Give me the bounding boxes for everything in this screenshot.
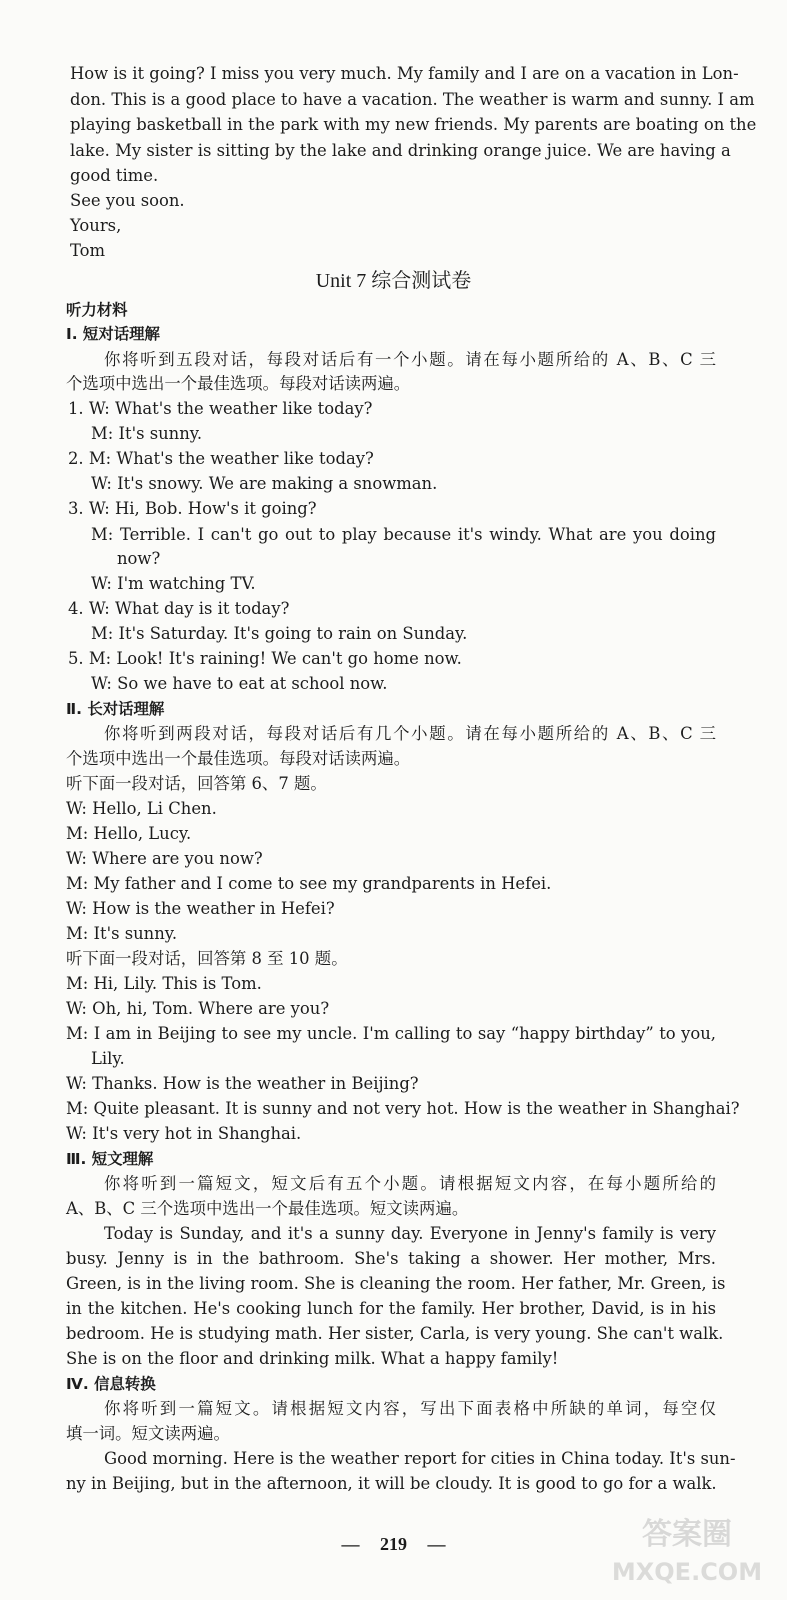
dialogue-line: W: So we have to eat at school now. bbox=[91, 674, 388, 693]
instruction-line: 你将听到一篇短文。请根据短文内容，写出下面表格中所缺的单词，每空仅 bbox=[104, 1399, 716, 1418]
passage-line: She is on the floor and drinking milk. What a happy family! bbox=[66, 1349, 559, 1368]
dialogue-line: W: Hello, Li Chen. bbox=[66, 799, 217, 818]
passage-line: bedroom. He is studying math. Her sister, Carla, is very young. She can't walk. bbox=[66, 1324, 724, 1343]
dialogue-line: W: Oh, hi, Tom. Where are you? bbox=[66, 999, 330, 1018]
letter-signoff: Yours, bbox=[70, 216, 122, 235]
letter-signature: Tom bbox=[70, 241, 106, 260]
dialogue-prompt: 听下面一段对话，回答第 6、7 题。 bbox=[66, 774, 327, 793]
dialogue-line: 2. M: What's the weather like today? bbox=[68, 449, 374, 468]
dialogue-line: W: Where are you now? bbox=[66, 849, 263, 868]
dialogue-line: now? bbox=[117, 549, 161, 568]
dialogue-line: M: Hi, Lily. This is Tom. bbox=[66, 974, 262, 993]
letter-line: How is it going? I miss you very much. My family and I are on a vacation in Lon- bbox=[70, 64, 739, 83]
letter-closing: See you soon. bbox=[70, 191, 185, 210]
instruction-line: 填一词。短文读两遍。 bbox=[66, 1424, 230, 1443]
dialogue-line: M: It's Saturday. It's going to rain on Sunday. bbox=[91, 624, 468, 643]
dialogue-line: 4. W: What day is it today? bbox=[68, 599, 290, 618]
letter-line: playing basketball in the park with my new friends. My parents are boating on the bbox=[70, 115, 757, 134]
section-heading: Ⅲ. 短文理解 bbox=[66, 1150, 154, 1168]
dialogue-line: M: Terrible. I can't go out to play because it's windy. What are you doing bbox=[91, 525, 716, 544]
instruction-line: A、B、C 三个选项中选出一个最佳选项。短文读两遍。 bbox=[66, 1199, 469, 1218]
watermark-logo bbox=[537, 1508, 777, 1588]
letter-line: good time. bbox=[70, 166, 159, 185]
page-number-dash-right: — bbox=[427, 1534, 446, 1554]
instruction-line: 你将听到五段对话，每段对话后有一个小题。请在每小题所给的 A、B、C 三 bbox=[104, 350, 716, 369]
page-number: 219 bbox=[380, 1534, 407, 1554]
page-number-dash-left: — bbox=[341, 1534, 360, 1554]
instruction-line: 个选项中选出一个最佳选项。每段对话读两遍。 bbox=[66, 749, 411, 768]
dialogue-line: M: My father and I come to see my grandparents in Hefei. bbox=[66, 874, 552, 893]
dialogue-line: W: How is the weather in Hefei? bbox=[66, 899, 335, 918]
dialogue-line: Lily. bbox=[91, 1049, 125, 1068]
dialogue-line: M: Hello, Lucy. bbox=[66, 824, 192, 843]
dialogue-line: W: I'm watching TV. bbox=[91, 574, 256, 593]
letter-line: don. This is a good place to have a vacation. The weather is warm and sunny. I am bbox=[70, 90, 755, 109]
dialogue-line: M: I am in Beijing to see my uncle. I'm calling to say “happy birthday” to you, bbox=[66, 1024, 716, 1043]
section-heading: Ⅳ. 信息转换 bbox=[66, 1375, 156, 1393]
dialogue-line: M: It's sunny. bbox=[66, 924, 178, 943]
letter-line: lake. My sister is sitting by the lake and drinking orange juice. We are having a bbox=[70, 141, 731, 160]
section-heading: Ⅰ. 短对话理解 bbox=[66, 325, 160, 343]
listening-heading: 听力材料 bbox=[66, 301, 128, 319]
dialogue-line: W: Thanks. How is the weather in Beijing? bbox=[66, 1074, 419, 1093]
dialogue-line: 3. W: Hi, Bob. How's it going? bbox=[68, 499, 317, 518]
instruction-line: 你将听到一篇短文，短文后有五个小题。请根据短文内容，在每小题所给的 bbox=[104, 1174, 716, 1193]
dialogue-line: W: It's snowy. We are making a snowman. bbox=[91, 474, 438, 493]
watermark-text-top: 答案圈 bbox=[642, 1517, 732, 1552]
passage-line: busy. Jenny is in the bathroom. She's taking a shower. Her mother, Mrs. bbox=[66, 1249, 716, 1268]
instruction-line: 你将听到两段对话，每段对话后有几个小题。请在每小题所给的 A、B、C 三 bbox=[104, 724, 716, 743]
watermark-text-bottom: MXQE.COM bbox=[611, 1558, 763, 1586]
dialogue-line: M: It's sunny. bbox=[91, 424, 203, 443]
passage-line: ny in Beijing, but in the afternoon, it will be cloudy. It is good to go for a walk. bbox=[66, 1474, 717, 1493]
page-title: Unit 7 综合测试卷 bbox=[315, 270, 472, 292]
section-heading: Ⅱ. 长对话理解 bbox=[66, 700, 165, 718]
instruction-line: 个选项中选出一个最佳选项。每段对话读两遍。 bbox=[66, 374, 411, 393]
dialogue-line: 1. W: What's the weather like today? bbox=[68, 399, 373, 418]
dialogue-prompt: 听下面一段对话，回答第 8 至 10 题。 bbox=[66, 949, 348, 968]
passage-line: Good morning. Here is the weather report for cities in China today. It's sun- bbox=[104, 1449, 736, 1468]
passage-line: Green, is in the living room. She is cleaning the room. Her father, Mr. Green, is bbox=[66, 1274, 726, 1293]
passage-line: in the kitchen. He's cooking lunch for the family. Her brother, David, is in his bbox=[66, 1299, 716, 1318]
dialogue-line: 5. M: Look! It's raining! We can't go home now. bbox=[68, 649, 462, 668]
dialogue-line: W: It's very hot in Shanghai. bbox=[66, 1124, 302, 1143]
passage-line: Today is Sunday, and it's a sunny day. Everyone in Jenny's family is very bbox=[104, 1224, 716, 1243]
dialogue-line: M: Quite pleasant. It is sunny and not very hot. How is the weather in Shanghai? bbox=[66, 1099, 740, 1118]
